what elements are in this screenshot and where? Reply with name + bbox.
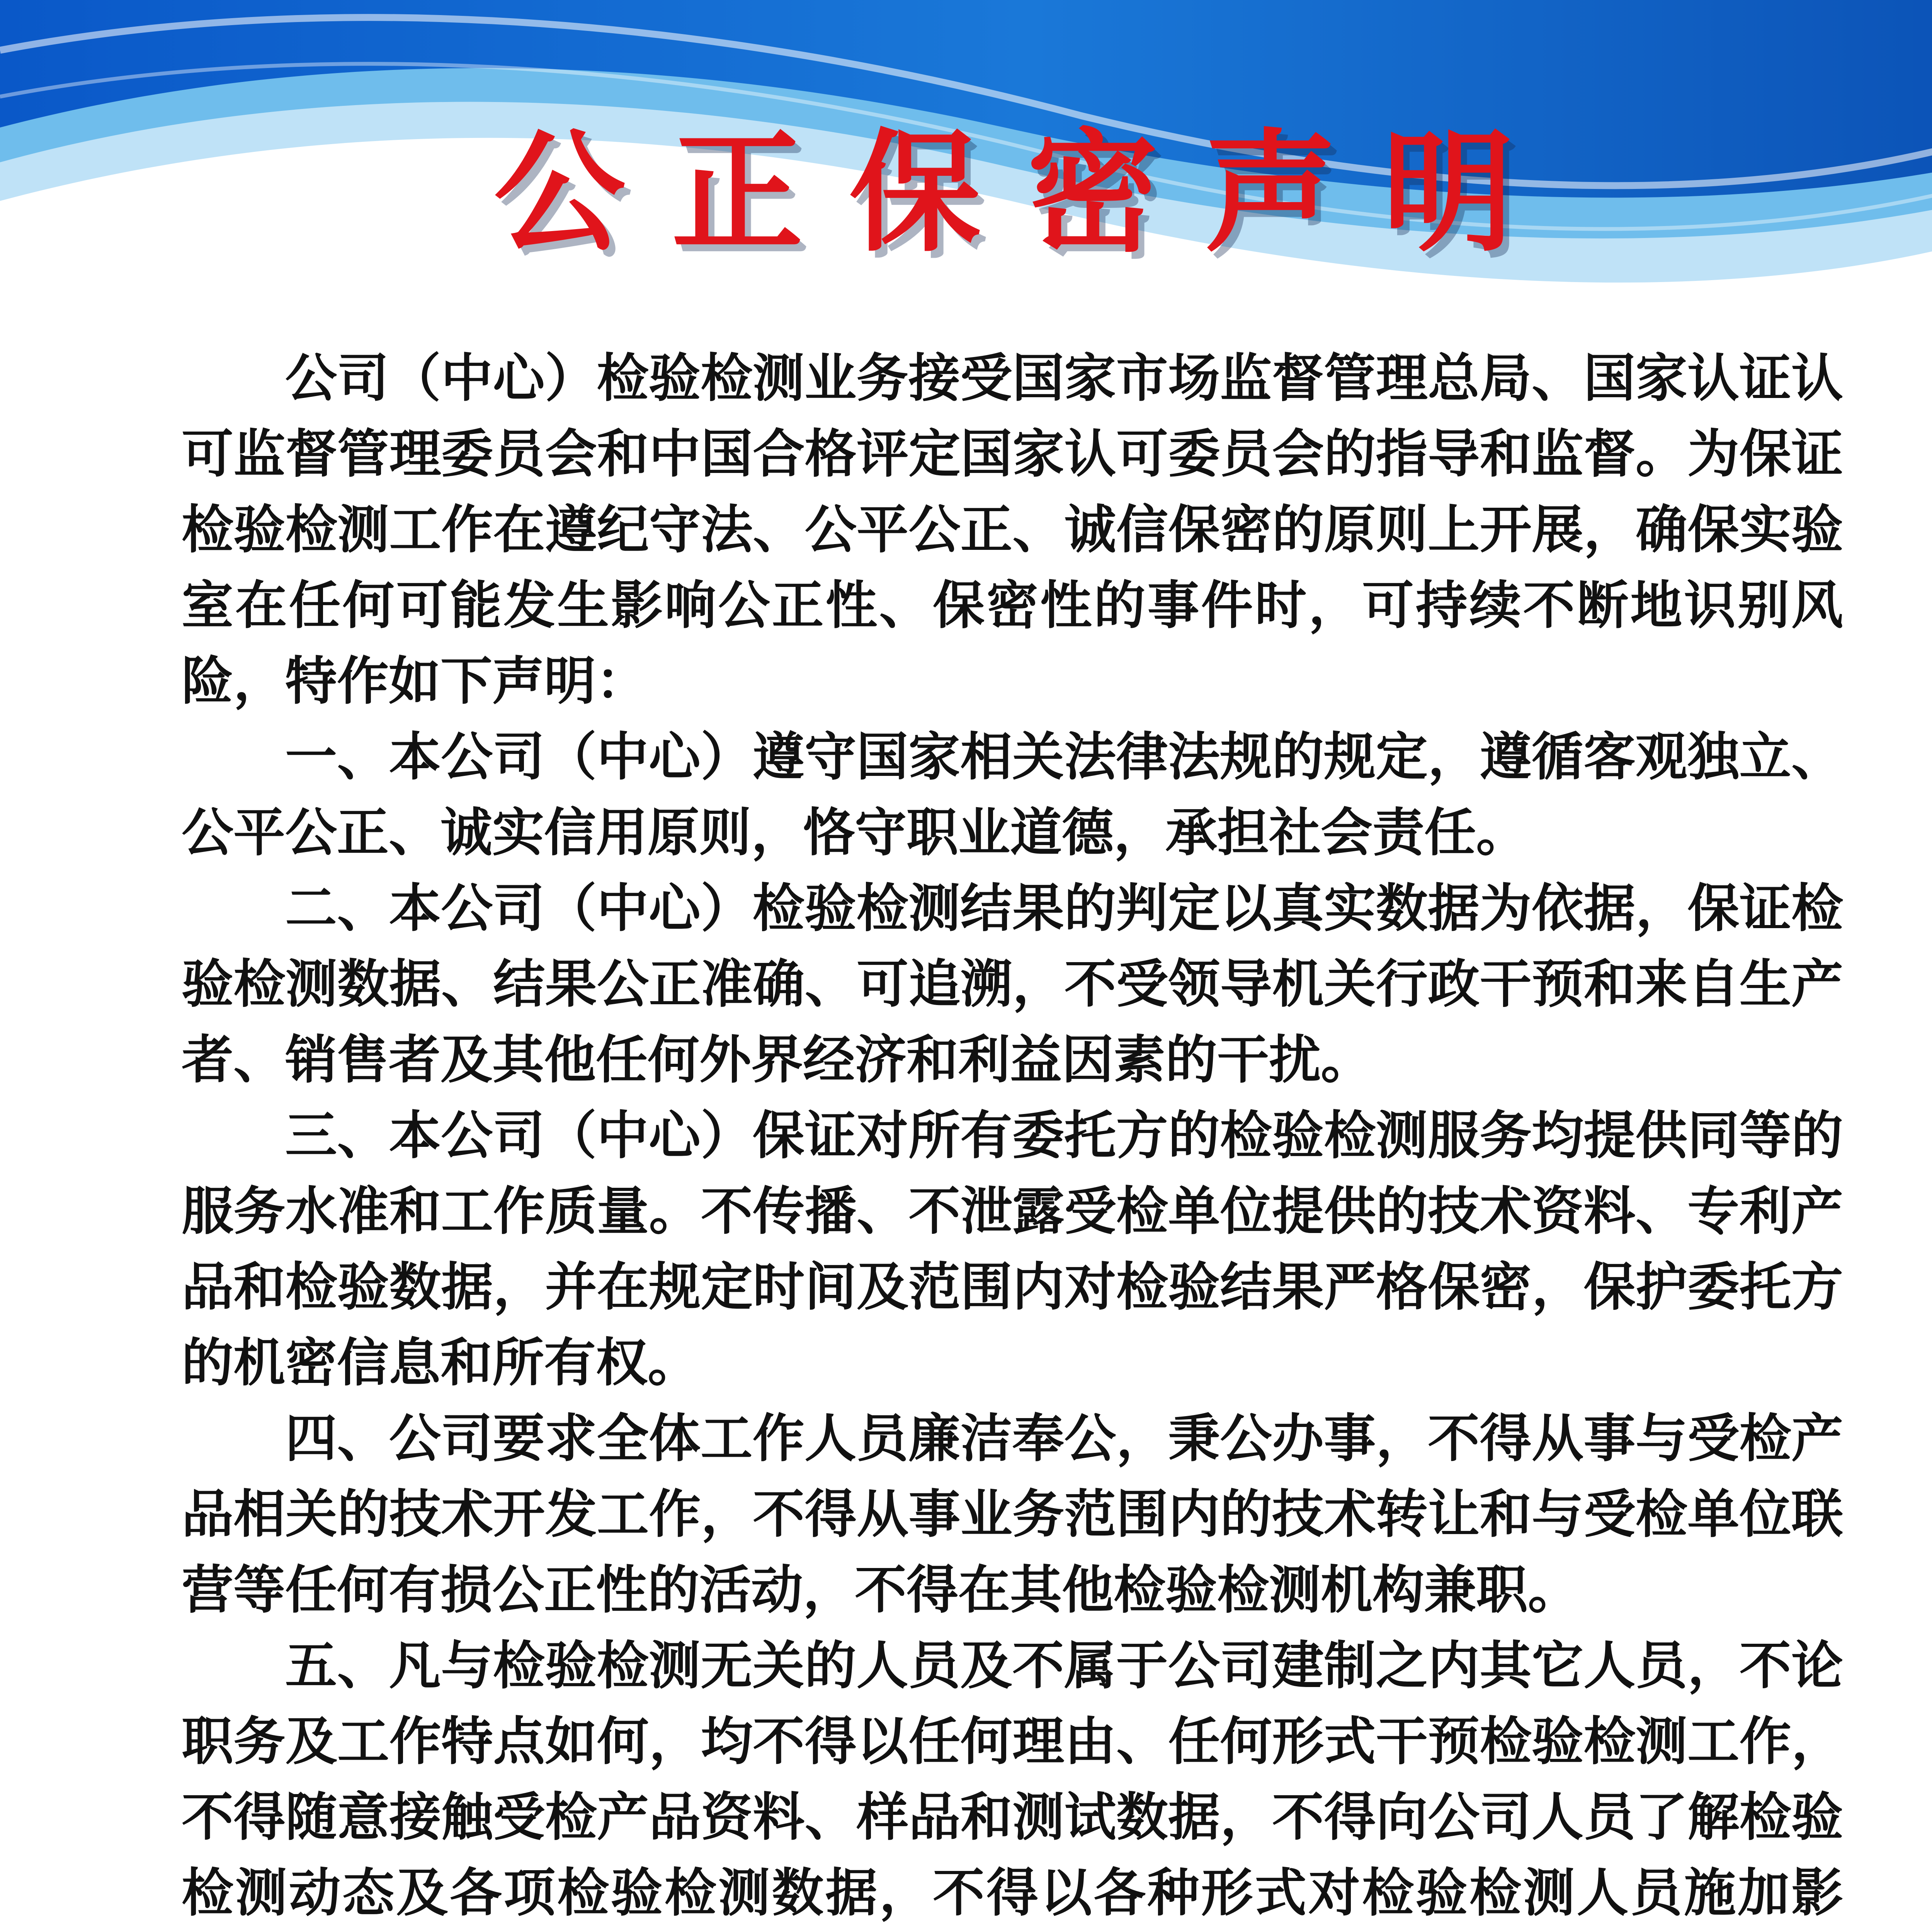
clause-2-paragraph: 二、本公司（中心）检验检测结果的判定以真实数据为依据，保证检验检测数据、结果公正准确、可追溯，不受领导机关行政干预和来自生产者、销售者及其他任何外界经济和利益因素的干扰。 xyxy=(182,878,1843,1090)
page-title: 公正保密声明 xyxy=(494,117,1560,270)
clause-4-paragraph: 四、公司要求全体工作人员廉洁奉公，秉公办事，不得从事与受检产品相关的技术开发工作，不得从事业务范围内的技术转让和与受检单位联营等任何有损公正性的活动，不得在其他检验检测机构兼职。 xyxy=(182,1408,1843,1620)
clause-5-paragraph: 五、凡与检验检测无关的人员及不属于公司建制之内其它人员，不论职务及工作特点如何，均不得以任何理由、任何形式干预检验检测工作，不得随意接触受检产品资料、样品和测试数据，不得向公司人员了解检验检测动态及各项检验检测数据，不得以各种形式对检验检测人员施加影 xyxy=(182,1635,1843,1923)
clause-3-paragraph: 三、本公司（中心）保证对所有委托方的检验检测服务均提供同等的服务水准和工作质量。不传播、不泄露受检单位提供的技术资料、专利产品和检验数据，并在规定时间及范围内对检验结果严格保密，保护委托方的机密信息和所有权。 xyxy=(182,1105,1843,1393)
statement-body xyxy=(182,340,1843,1932)
intro-paragraph: 公司（中心）检验检测业务接受国家市场监督管理总局、国家认证认可监督管理委员会和中国合格评定国家认可委员会的指导和监督。为保证检验检测工作在遵纪守法、公平公正、诚信保密的原则上开展，确保实验室在任何可能发生影响公正性、保密性的事件时，可持续不断地识别风险，特作如下声明： xyxy=(182,347,1843,711)
clause-1-paragraph: 一、本公司（中心）遵守国家相关法律法规的规定，遵循客观独立、公平公正、诚实信用原则，恪守职业道德，承担社会责任。 xyxy=(182,726,1843,863)
